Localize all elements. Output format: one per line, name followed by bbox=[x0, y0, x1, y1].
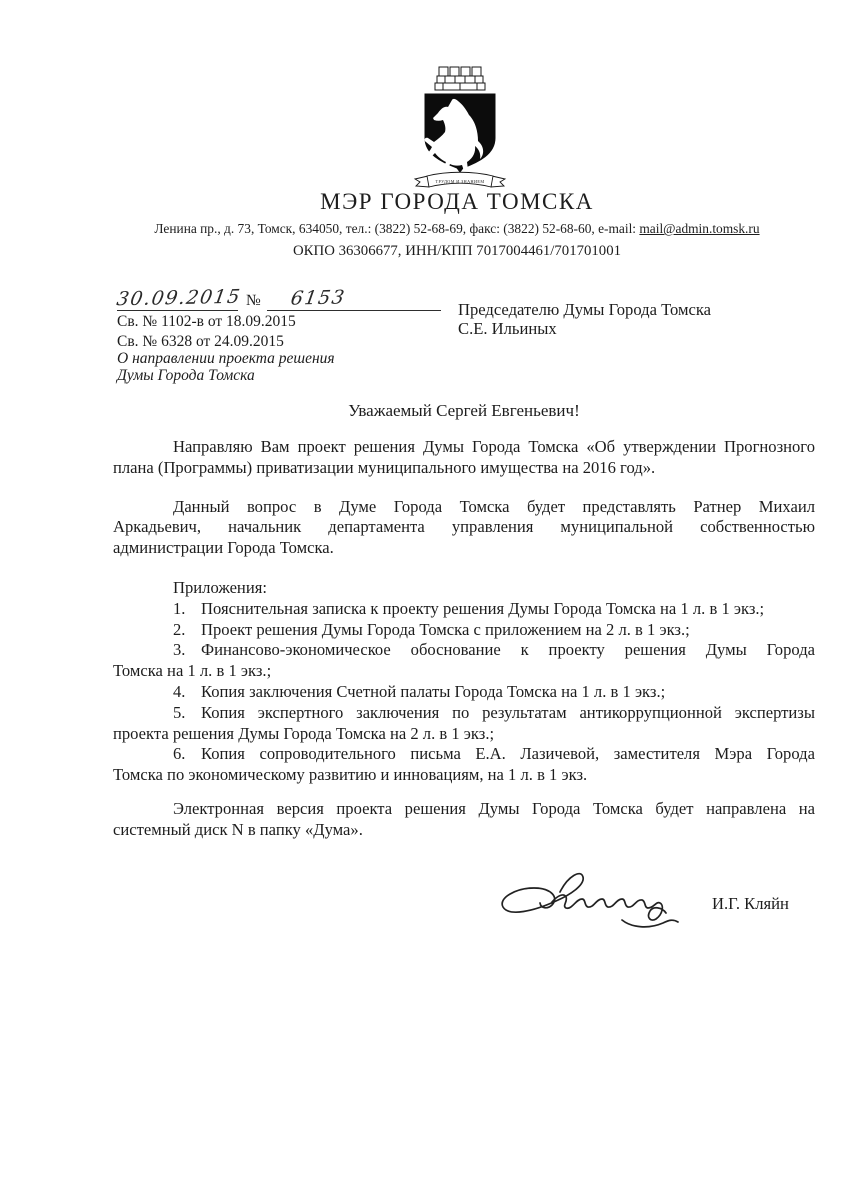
item-text: Копия экспертного заключения по результатам антикоррупционной экспертизы bbox=[201, 702, 815, 722]
signer-name: И.Г. Кляйн bbox=[712, 894, 789, 913]
attachments-label: Приложения: bbox=[173, 577, 267, 597]
org-address-line bbox=[57, 221, 850, 237]
outgoing-date-field bbox=[115, 285, 243, 311]
item-text: Томска по экономическому развитию и инновациям, на 1 л. в 1 экз. bbox=[113, 765, 588, 785]
item-number: 1. bbox=[173, 598, 186, 618]
attachment-item bbox=[113, 744, 815, 786]
addressee-name: С.Е. Ильиных bbox=[458, 319, 557, 338]
attachment-item bbox=[113, 703, 815, 745]
motto-text: ТРУДОМ И ЗНАНИЕМ bbox=[435, 179, 485, 184]
org-codes-line: ОКПО 36306677, ИНН/КПП 7017004461/701701001 bbox=[292, 243, 621, 259]
attachment-item bbox=[113, 620, 815, 641]
item-number: 6. bbox=[173, 744, 186, 764]
item-text: Финансово-экономическое обоснование к проекту решения Думы Города bbox=[201, 640, 815, 660]
org-title: МЭР ГОРОДА ТОМСКА bbox=[320, 189, 594, 214]
item-text: проекта решения Думы Города Томска на 2 л. в 1 экз.; bbox=[113, 723, 495, 743]
reference-links bbox=[117, 312, 296, 351]
number-sign: № bbox=[246, 292, 261, 309]
mural-crown-icon bbox=[435, 67, 485, 90]
email-link: mail@admin.tomsk.ru bbox=[639, 221, 760, 236]
handwritten-date: 30.09.2015 bbox=[115, 285, 243, 311]
subject-line: О направлении проекта решения bbox=[117, 350, 335, 367]
item-text: Копия заключения Счетной палаты Города Томска на 1 л. в 1 экз.; bbox=[201, 681, 666, 701]
addressee-block bbox=[458, 300, 711, 338]
ref-number-row bbox=[117, 283, 441, 311]
paragraph: Данный вопрос в Думе Города Томска будет представлять Ратнер Михаил Аркадьевич, начальник департамента управления муниципальной собственностью администрации Города Томска. bbox=[113, 496, 815, 558]
item-text: Пояснительная записка к проекту решения Думы Города Томска на 1 л. в 1 экз.; bbox=[201, 598, 765, 618]
handwritten-signature-icon bbox=[494, 864, 710, 940]
reference-line: Св. № 6328 от 24.09.2015 bbox=[117, 332, 284, 350]
item-text: Копия сопроводительного письма Е.А. Лазичевой, заместителя Мэра Города bbox=[201, 744, 815, 764]
item-number: 5. bbox=[173, 702, 186, 722]
item-number: 4. bbox=[173, 681, 186, 701]
letter-body bbox=[113, 437, 815, 841]
address-text: Ленина пр., д. 73, Томск, 634050, тел.: (3822) 52-68-69, факс: (3822) 52-68-60, e-mail: bbox=[154, 221, 640, 236]
salutation: Уважаемый Сергей Евгеньевич! bbox=[348, 401, 580, 420]
item-text: Проект решения Думы Города Томска с приложением на 2 л. в 1 экз.; bbox=[201, 619, 690, 639]
reference-line: Св. № 1102-в от 18.09.2015 bbox=[117, 313, 296, 330]
addressee-title: Председателю Думы Города Томска bbox=[458, 300, 712, 319]
item-text: Томска на 1 л. в 1 экз.; bbox=[113, 661, 272, 681]
subject-line: Думы Города Томска bbox=[117, 367, 255, 385]
paragraph: Направляю Вам проект решения Думы Города Томска «Об утверждении Прогнозного плана (Программы) приватизации муниципального имущества на 2016 год». bbox=[113, 437, 815, 477]
attachment-item bbox=[113, 599, 815, 620]
attachment-item bbox=[113, 682, 815, 703]
tomsk-coat-of-arms-icon bbox=[412, 64, 508, 188]
attachment-item bbox=[113, 640, 815, 682]
paragraph: Электронная версия проекта решения Думы Города Томска будет направлена на системный диск N в папку «Дума». bbox=[113, 798, 815, 839]
subject-block bbox=[117, 350, 335, 384]
item-number: 3. bbox=[173, 640, 186, 660]
item-number: 2. bbox=[173, 619, 186, 639]
outgoing-number-field bbox=[267, 287, 441, 311]
handwritten-number: 6153 bbox=[288, 286, 347, 310]
